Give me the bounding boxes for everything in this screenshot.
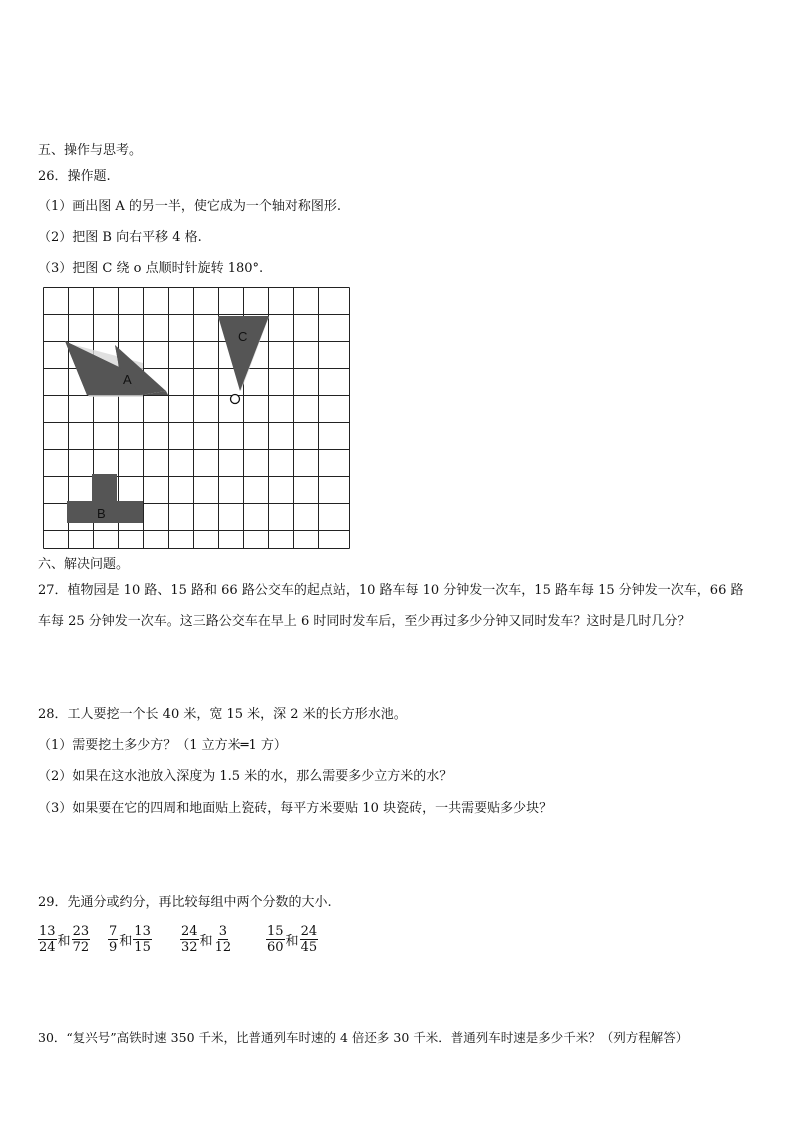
figure-b-label: B [97,506,106,521]
fraction-pair-3 [180,924,232,955]
fraction: $\frac{13}{24}$ [39,924,56,955]
figure-b [67,474,143,523]
question-27-line-2: 车每 25 分钟发一次车。这三路公交车在早上 6 时同时发车后，至少再过多少分钟又同时发车？这时是几时几分？ [38,614,691,629]
pivot-point-o [231,395,240,404]
fraction: $\frac{13}{15}$ [134,924,151,955]
connector-he: 和 [285,934,299,949]
figure-c-label: C [238,329,248,344]
question-28-item-1: （1）需要挖土多少方？（1 立方米═1 方） [38,738,287,753]
question-30: 30．“复兴号”高铁时速 350 千米，比普通列车时速的 4 倍还多 30 千米．普通列车时速是多少千米？（列方程解答） [38,1030,689,1045]
fraction: $\frac{24}{45}$ [300,924,318,955]
fraction: $\frac{15}{60}$ [267,924,284,955]
fraction: $\frac{3}{12}$ [214,924,232,955]
figure-a-label: A [123,372,132,387]
fraction-pair-4 [266,924,318,955]
connector-he: 和 [199,934,213,949]
fraction-pair-1 [38,924,90,955]
fraction: $\frac{7}{9}$ [109,924,118,955]
fraction: $\frac{23}{72}$ [72,924,90,955]
question-27-line-1: 27．植物园是 10 路、15 路和 66 路公交车的起点站，10 路车每 10 分钟发一次车，15 路车每 15 分钟发一次车，66 路 [38,583,744,598]
question-28-item-2: （2）如果在这水池放入深度为 1.5 米的水，那么需要多少立方米的水？ [38,769,453,784]
question-28-item-3: （3）如果要在它的四周和地面贴上瓷砖，每平方米要贴 10 块瓷砖，一共需要贴多少块？ [38,801,553,816]
section-heading-6: 六、解决问题。 [38,557,130,572]
connector-he: 和 [119,934,133,949]
connector-he: 和 [57,934,71,949]
question-26-item-3: （3）把图 C 绕 o 点顺时针旋转 180°. [38,261,264,276]
question-26-item-2: （2）把图 B 向右平移 4 格. [38,230,202,245]
question-26-item-1: （1）画出图 A 的另一半，使它成为一个轴对称图形. [38,199,342,214]
fraction-pair-2 [108,924,152,955]
grid-figure [43,287,353,549]
fraction: $\frac{24}{32}$ [181,924,198,955]
question-29-title: 29．先通分或约分，再比较每组中两个分数的大小. [38,895,332,910]
section-heading-5: 五、操作与思考。 [38,143,143,158]
question-26-title: 26．操作题. [38,169,111,184]
question-28-title: 28．工人要挖一个长 40 米，宽 15 米，深 2 米的长方形水池。 [38,707,407,722]
